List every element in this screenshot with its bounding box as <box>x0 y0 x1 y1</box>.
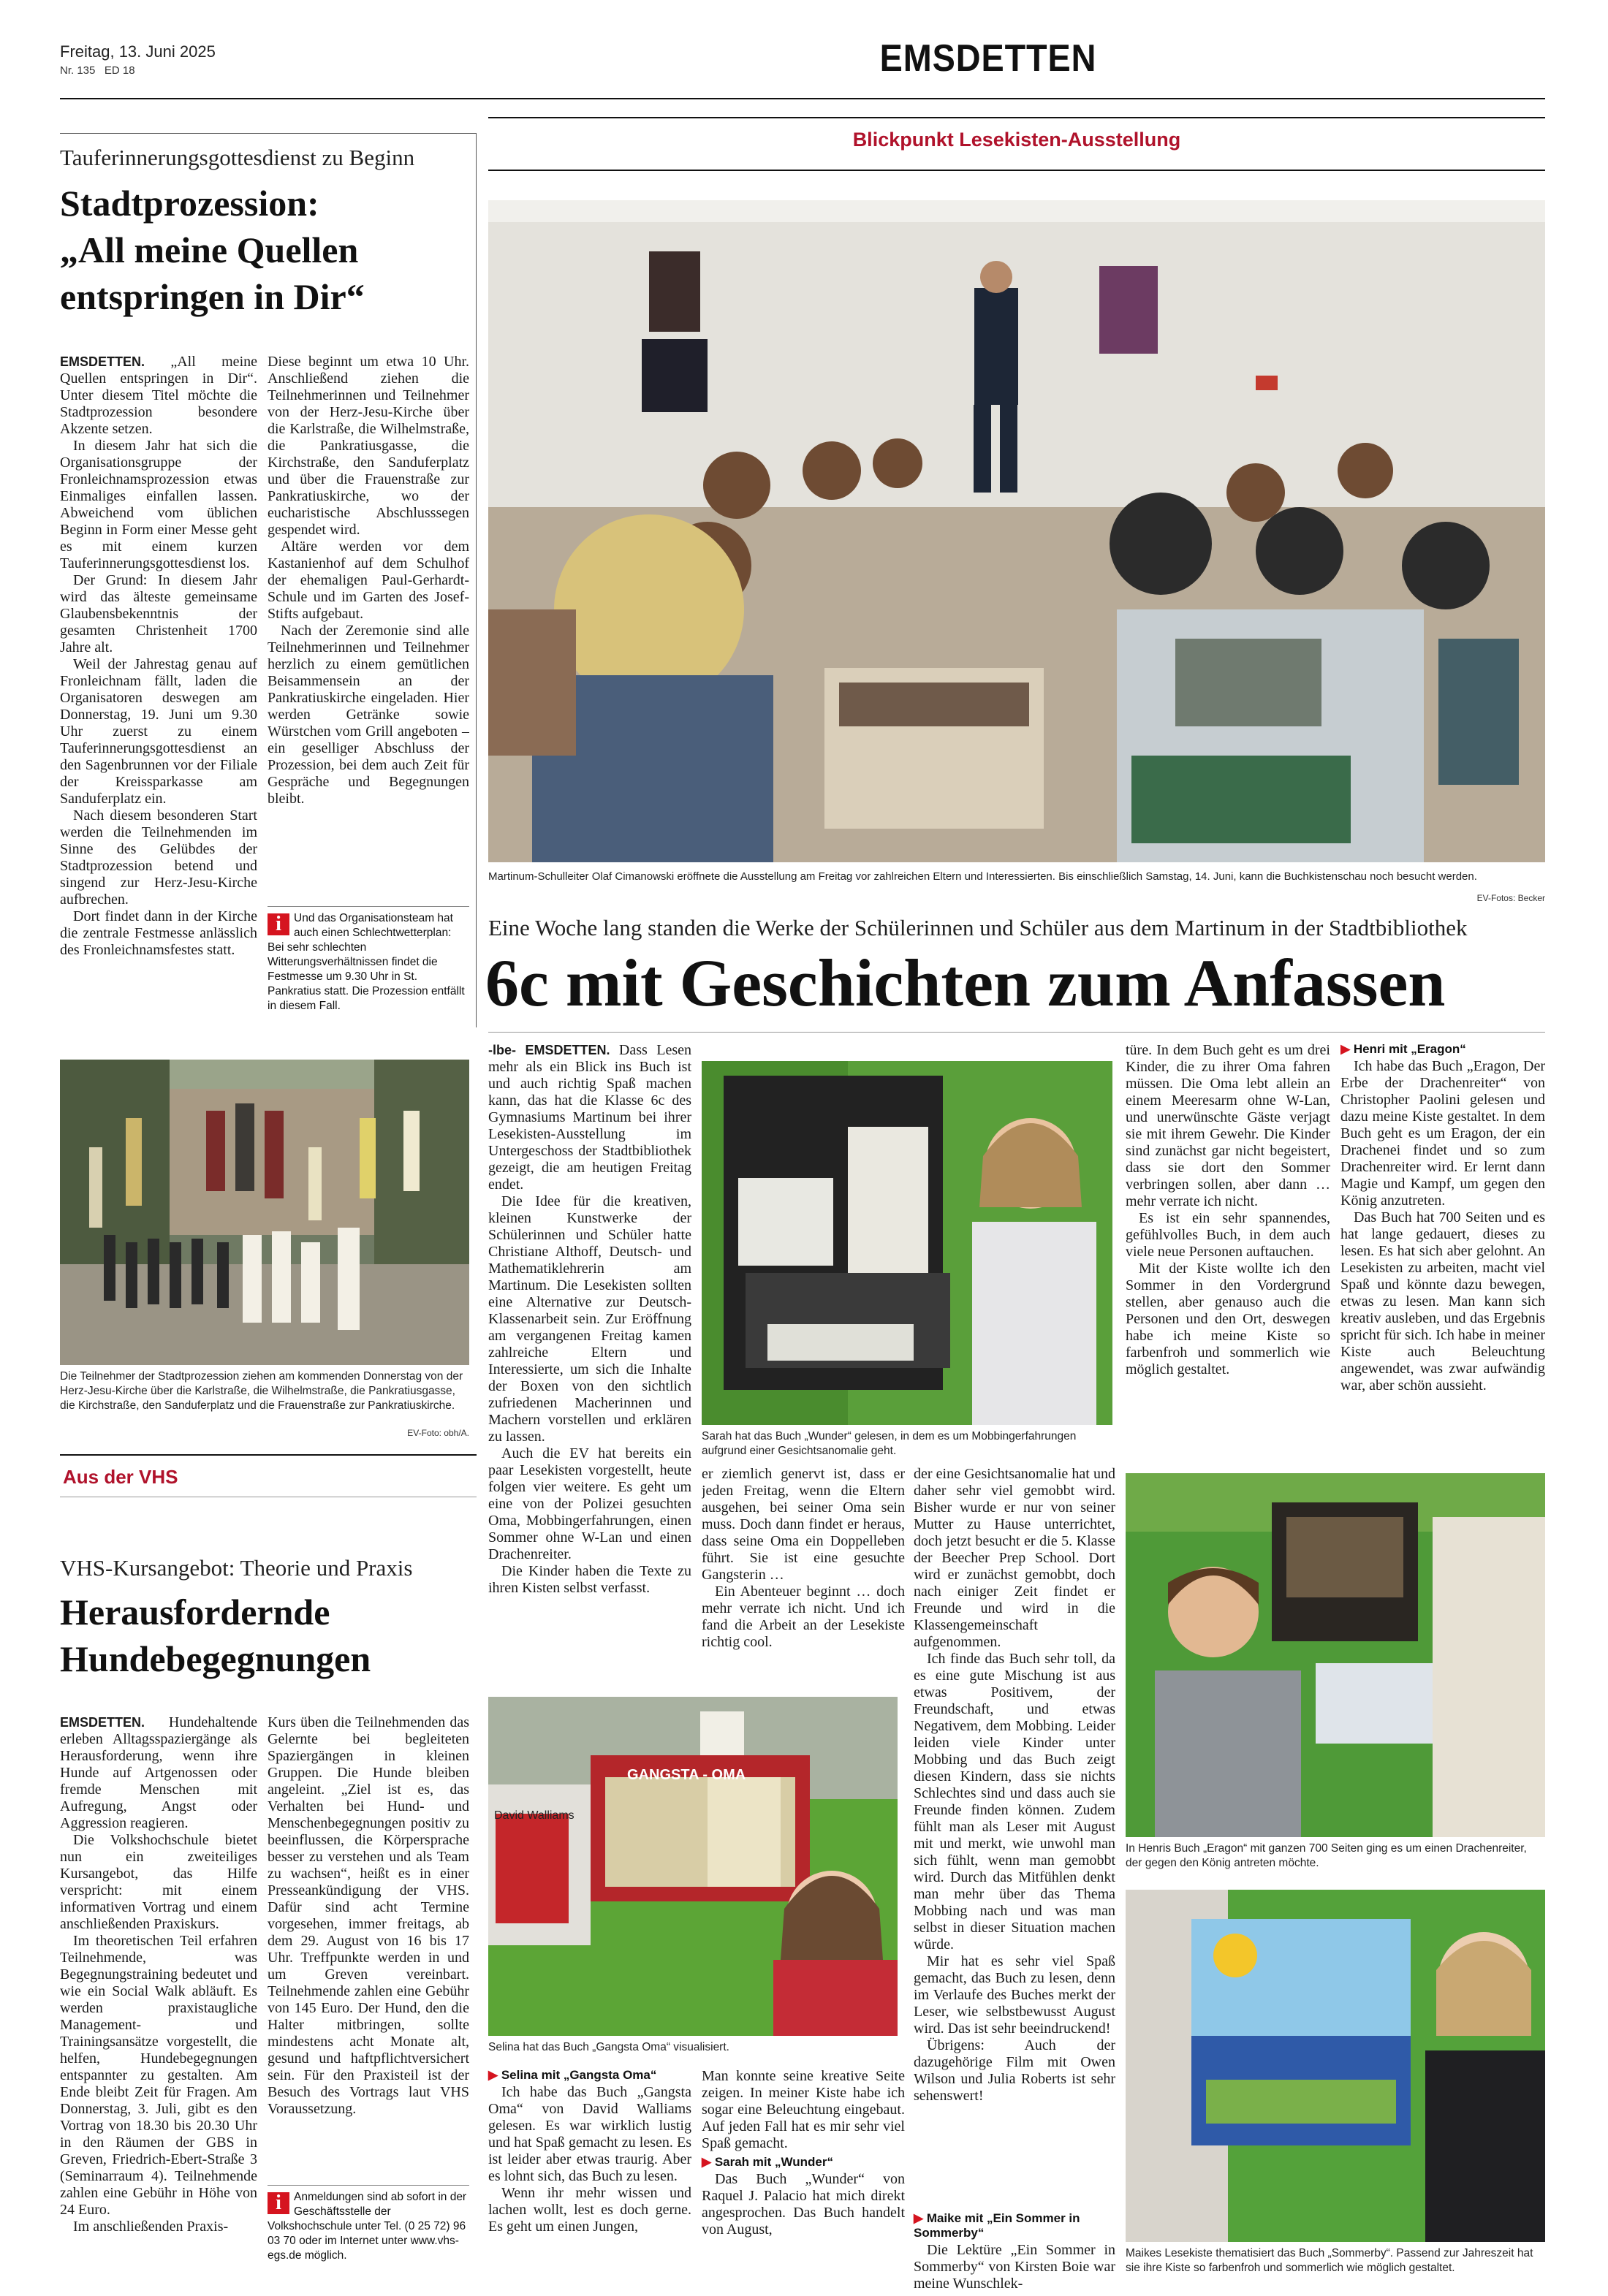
procession-caption: Die Teilnehmer der Stadtprozession ziehen am kommenden Donnerstag von der Herz-Jesu-Kirche über die Karlstraße, die Wilhelmstraße, die Pankratiusgasse, die Kirchstraße, den Sanduferplatz und die Frauenstraße zur Pankratiuskirche. <box>60 1370 463 1412</box>
paragraph: Hundehaltende erleben Alltagsspaziergänge als Herausforderung, wenn ihre Hunde auf Artgenossen oder fremde Menschen mit Aufregung, Angst oder Aggression reagieren. <box>60 1714 257 1831</box>
paragraph: Wenn ihr mehr wissen und lachen wollt, lest es doch gerne. Es geht um einen Jungen, <box>488 2185 691 2235</box>
paragraph: Kurs üben die Teilnehmenden das Gelernte bei begleiteten Spaziergängen in kleinen Gruppen. Die Hunde bleiben angeleint. „Ziel ist es, das Verhalten bei Hund- und Menschenbegegnungen positiv zu beeinflussen, die Körpersprache besser zu verstehen und als Team zu wachsen“, heißt es in einer Presseankündigung der VHS. Dafür sind acht Termine vorgesehen, immer freitags, ab dem 29. August von 16 bis 17 Uhr. Treffpunkte werden in und um Greven vereinbart. Teilnehmende zahlen eine Gebühr von 145 Euro. Der Hund, den die Halter mitbringen, sollte mindestens acht Monate alt, gesund und haftpflichtversichert sein. Für den Praxisteil ist der Besuch des Vortrags laut VHS Voraussetzung. <box>268 1714 469 2117</box>
subheading-selina <box>488 2068 691 2083</box>
paragraph: Mir hat es sehr viel Spaß gemacht, das Buch zu lesen, denn im Verlaufe des Buches merkt der Leser, wie selbstbewusst August wird. Das ist sehr beeindruckend! <box>914 1953 1115 2037</box>
paragraph: Ein Abenteuer beginnt … doch mehr verrate ich nicht. Und ich fand die Arbeit an der Lesekiste richtig cool. <box>702 1584 905 1650</box>
issue-number: Nr. 135 <box>60 64 96 77</box>
paragraph: Die Idee für die kreativen, kleinen Kunstwerke der Schülerinnen und Schüler hatte Christiane Althoff, Deutsch- und Mathematiklehrerin am Martinum. Die Lesekisten sollten eine Alternative zur Deutsch-Klassenarbeit sein. Zur Eröffnung am vergangenen Freitag kamen zahlreiche Eltern und Interessierte, um sich die Inhalte der Boxen von den sichtlich zufriedenen Macherinnen und Machern vorstellen und erklären zu lassen. <box>488 1193 691 1445</box>
paragraph: Das Buch „Wunder“ von Raquel J. Palacio hat mich direkt angesprochen. Das Buch handelt von August, <box>702 2171 905 2238</box>
paragraph: In diesem Jahr hat sich die Organisationsgruppe der Fronleichnamsprozession etwas Einmaliges einfallen lassen. Abweichend vom üblichen Beginn in Form einer Messe geht es mit einem kurzen Tauferinnerungsgottesdienst los. <box>60 438 257 571</box>
paragraph: Man konnte seine kreative Seite zeigen. In meiner Kiste habe ich sogar eine Beleuchtung eingebaut. Auf jeden Fall hat es mir sehr viel Spaß gemacht. <box>702 2068 905 2151</box>
paragraph: Nach der Zeremonie sind alle Teilnehmerinnen und Teilnehmer herzlich zu einem gemütlichen Beisammensein an der Pankratiuskirche eingeladen. Hier werden Getränke sowie Würstchen vom Grill angeboten – ein geselliger Abschluss der Prozession, bei dem auch Zeit für Gespräche und Begegnungen bleibt. <box>268 623 469 807</box>
paragraph: Im theoretischen Teil erfahren Teilnehmende, was Begegnungstraining bedeutet und wie ein Social Walk abläuft. Es werden praxistaugliche Management- und Trainingsansätze vorgestellt, die helfen, Hundebegegnungen entspannter zu gestalten. Am Ende bleibt Zeit für Fragen. Am Donnerstag, 3. Juli, gibt es den Vortrag von 18.30 bis 20.30 Uhr in den Räumen der GBS in Greven, Friedrich-Ebert-Straße 3 (Seminarraum 4). Teilnehmende zahlen eine Gebühr in Höhe von 24 Euro. <box>60 1933 257 2218</box>
subheading-text: Maike mit „Ein Sommer in Sommerby“ <box>914 2211 1080 2240</box>
maike-photo <box>1126 1890 1545 2242</box>
article1-title-line3: entspringen in Dir“ <box>60 276 365 317</box>
subheading-text: Henri mit „Eragon“ <box>1353 1042 1466 1056</box>
main-photo-caption: Martinum-Schulleiter Olaf Cimanowski eröffnete die Ausstellung am Freitag vor zahlreichen Eltern und Interessierten. Bis einschließlich Samstag, 14. Juni, kann die Buchkistenschau noch besucht werden. <box>488 870 1477 883</box>
info-text: Und das Organisationsteam hat auch einen Schlechtwetterplan: Bei sehr schlechten Witterungsverhältnissen findet die Festmesse um 9.30 Uhr in St. Pankratius statt. Die Prozession entfällt in diesem Fall. <box>268 912 465 1012</box>
header-rule <box>60 98 1545 99</box>
paragraph: Die Volkshochschule bietet nun ein zweiteiliges Kursangebot, das Hilfe verspricht: mit einem informativen Vortrag und einem anschließenden Praxiskurs. <box>60 1832 257 1932</box>
paragraph: Nach diesem besonderen Start werden die Teilnehmenden im Sinne des Gelübdes der Stadtprozession betend und singend zur Herz-Jesu-Kirche aufbrechen. <box>60 807 257 908</box>
selina-col-b <box>702 2068 905 2238</box>
paragraph: Das Buch hat 700 Seiten und es hat lange gedauert, dieses zu lesen. Es hat sich aber gelohnt. An Lesekisten zu arbeiten, macht viel Spaß und könnte dazu bewegen, etwas zu lesen. Man kann sich kreativ ausleben, und das Ergebnis spricht für sich. Ich habe in meiner Kiste auch Beleuchtung angewendet, was zwar aufwändig war, aber schön aussieht. <box>1340 1209 1545 1394</box>
vhs-title-line2: Hundebegegnungen <box>60 1638 371 1679</box>
triangle-icon: ▶ <box>702 2155 712 2169</box>
section-title: EMSDETTEN <box>879 37 1097 80</box>
paragraph: Weil der Jahrestag genau auf Fronleichnam fällt, laden die Organisatoren deswegen am Donnerstag, 19. Juni um 9.30 Uhr zuerst zu einem Tauferinnerungsgottesdienst an den Sagenbrunnen vor der Filiale der Kreissparkasse am Sanduferplatz ein. <box>60 656 257 807</box>
gangsta-label: GANGSTA - OMA <box>627 1767 746 1783</box>
header-date: Freitag, 13. Juni 2025 <box>60 42 216 61</box>
info-box-weather <box>268 906 469 1030</box>
paragraph: Auch die EV hat bereits ein paar Lesekisten vorgestellt, heute folgen vier weitere. Es geht um eine von der Polizei gesuchten Oma, Mobbingerfahrungen, einen Sommer ohne W-Lan und einen Drachenreiter. <box>488 1445 691 1562</box>
main-col3b <box>914 2208 1115 2292</box>
right-rubric-rule <box>488 170 1545 171</box>
article1-headline <box>60 180 365 320</box>
vhs-title-line1: Herausfordernde <box>60 1592 330 1632</box>
paragraph: türe. In dem Buch geht es um drei Kinder, die zu ihrer Oma fahren müssen. Die Oma lebt allein an einem Meeresarm ohne W-Lan, und unerwünschte Gäste verjagt sie mit ihrem Gewehr. Die Kinder sind zunächst gar nicht begeistert, dass sie dort den Sommer verbringen sollen, aber dann … mehr verrate ich nicht. <box>1126 1042 1330 1209</box>
paragraph: Übrigens: Auch der dazugehörige Film mit Owen Wilson und Julia Roberts ist sehr sehenswert! <box>914 2037 1115 2104</box>
subheading-sarah <box>702 2155 905 2170</box>
paragraph: Die Kinder haben die Texte zu ihren Kisten selbst verfasst. <box>488 1563 691 1596</box>
info-text: Anmeldungen sind ab sofort in der Geschäftsstelle der Volkshochschule unter Tel. (0 25 72) 96 03 70 oder im Internet unter www.vhs-egs.de möglich. <box>268 2191 467 2262</box>
main-col4 <box>1126 1042 1330 1466</box>
vhs-headline <box>60 1589 371 1682</box>
main-col2 <box>702 1466 905 1692</box>
dateline: EMSDETTEN. <box>60 1715 145 1730</box>
paragraph: Mit der Kiste wollte ich den Sommer in den Vordergrund stellen, aber genauso auch die Personen und den Ort, deswegen habe ich meine Kiste so farbenfroh und sommerlich wie möglich gestaltet. <box>1126 1261 1330 1377</box>
article1-col2 <box>268 354 469 909</box>
main-col1 <box>488 1042 691 1685</box>
main-photo-exhibition <box>488 200 1545 862</box>
walliams-label: David Walliams <box>494 1809 574 1822</box>
paragraph: Im anschließenden Praxis- <box>73 2219 229 2235</box>
main-col5 <box>1340 1039 1545 1470</box>
paragraph: Ich habe das Buch „Eragon, Der Erbe der Drachenreiter“ von Christopher Paolini gelesen und dazu meine Kiste gestaltet. In dem Buch geht es um Eragon, der ein Drachenei findet und so zum Drachenreiter wird. Er lernt dann Magie und Kampf, um gegen den König anzutreten. <box>1340 1058 1545 1209</box>
triangle-icon: ▶ <box>914 2211 924 2225</box>
paragraph: Dass Lesen mehr als ein Blick ins Buch ist und auch richtig Spaß machen kann, das hat die Klasse 6c des Gymnasiums Martinum bei ihrer Lesekisten-Ausstellung im Untergeschoss der Stadtbibliothek gezeigt, die am heutigen Freitag endet. <box>488 1042 691 1193</box>
paragraph: Dort findet dann in der Kirche die zentrale Festmesse anlässlich des Fronleichnamsfestes statt. <box>60 908 257 958</box>
vhs-rubric: Aus der VHS <box>63 1466 178 1488</box>
dateline: -lbe- EMSDETTEN. <box>488 1043 610 1057</box>
procession-credit: EV-Foto: obh/A. <box>407 1428 469 1438</box>
main-col3 <box>914 1466 1115 2208</box>
subheading-text: Sarah mit „Wunder“ <box>714 2155 833 2169</box>
vhs-kicker: VHS-Kursangebot: Theorie und Praxis <box>60 1555 413 1581</box>
info-box-registration <box>268 2185 469 2287</box>
main-headline: 6c mit Geschichten zum Anfassen <box>485 946 1446 1020</box>
edition-code: ED 18 <box>104 64 135 77</box>
right-rubric: Blickpunkt Lesekisten-Ausstellung <box>852 129 1181 151</box>
selina-caption: Selina hat das Buch „Gangsta Oma“ visualisiert. <box>488 2041 729 2053</box>
article1-col1 <box>60 354 257 1026</box>
paragraph: „All meine Quellen entspringen in Dir“. Unter diesem Titel möchte die Stadtprozession besondere Akzente setzen. <box>60 354 257 437</box>
article1-title-line2: „All meine Quellen <box>60 229 359 270</box>
vhs-col1 <box>60 1714 257 2284</box>
triangle-icon: ▶ <box>1340 1042 1351 1056</box>
article1-kicker: Tauferinnerungsgottesdienst zu Beginn <box>60 145 415 170</box>
maike-caption: Maikes Lesekiste thematisiert das Buch „Sommerby“. Passend zur Jahreszeit hat sie ihre Kiste so farbenfroh und sommerlich wie möglich gestaltet. <box>1126 2247 1533 2274</box>
main-photo-credit: EV-Fotos: Becker <box>1476 893 1545 903</box>
paragraph: der eine Gesichtsanomalie hat und daher sehr viel gemobbt wird. Bisher wurde er nur von seiner Mutter zu Hause unterrichtet, doch jetzt besucht er die 5. Klasse der Beecher Prep School. Dort wird er zunächst gemobbt, doch nach einiger Zeit findet er Freunde und wird in die Klassengemeinschaft aufgenommen. <box>914 1466 1115 1650</box>
vhs-col2 <box>268 1714 469 2182</box>
henri-photo <box>1126 1473 1545 1837</box>
sarah-photo <box>702 1061 1112 1425</box>
henri-caption: In Henris Buch „Eragon“ mit ganzen 700 Seiten ging es um einen Drachenreiter, der gegen den König antreten möchte. <box>1126 1842 1527 1869</box>
selina-photo <box>488 1697 898 2036</box>
subheading-text: Selina mit „Gangsta Oma“ <box>501 2068 657 2082</box>
info-icon: i <box>268 913 289 935</box>
triangle-icon: ▶ <box>488 2068 498 2082</box>
paragraph: Die Lektüre „Ein Sommer in Sommerby“ von Kirsten Boie war meine Wunschlek- <box>914 2242 1115 2292</box>
vhs-rule <box>60 1454 477 1456</box>
paragraph: Altäre werden vor dem Kastanienhof auf dem Schulhof der ehemaligen Paul-Gerhardt-Schule und im Garten des Josef-Stifts aufgebaut. <box>268 539 469 622</box>
paragraph: Der Grund: In diesem Jahr wird das älteste gemeinsame Glaubensbekenntnis der gesamten Christenheit 1700 Jahre alt. <box>60 572 257 655</box>
procession-photo <box>60 1060 469 1365</box>
article1-title-line1: Stadtprozession: <box>60 183 319 224</box>
info-icon: i <box>268 2192 289 2214</box>
headline-rule <box>488 1032 1545 1033</box>
paragraph: Es ist ein sehr spannendes, gefühlvolles Buch, in dem auch viele neue Personen auftauchen. <box>1126 1210 1330 1260</box>
right-top-rule <box>488 117 1545 118</box>
dateline: EMSDETTEN. <box>60 354 145 369</box>
paragraph: Diese beginnt um etwa 10 Uhr. Anschließend ziehen die Teilnehmerinnen und Teilnehmer von der Herz-Jesu-Kirche über die Karlstraße, die Wilhelmstraße, die Pankratiusgasse, die Kirchstraße, den Sanduferplatz und über die Frauenstraße zur Pankratiuskirche, wo der eucharistische Abschlusssegen gespendet wird. <box>268 354 469 538</box>
sarah-caption: Sarah hat das Buch „Wunder“ gelesen, in dem es um Mobbingerfahrungen aufgrund einer Gesichtsanomalie geht. <box>702 1430 1077 1457</box>
subheading-maike <box>914 2211 1115 2240</box>
paragraph: Ich finde das Buch sehr toll, da es eine gute Mischung ist aus etwas Positivem, der Freundschaft, und etwas Negativem, dem Mobbing. Leider leiden viele Kinder unter Mobbing und das Buch zeigt diesen Kindern, dass sie nichts Schlechtes sind und dass auch sie Freunde finden können. Zudem fühlt man als Leser mit August mit und merkt, wie unwohl man sich fühlt, wenn man gemobbt wird. Durch das Mitfühlen denkt man mehr über das Thema Mobbing nach und was man selbst in dieser Situation machen würde. <box>914 1651 1115 1953</box>
paragraph: er ziemlich genervt ist, dass er jeden Freitag, wenn die Eltern ausgehen, bei seiner Oma sein muss. Doch dann findet er heraus, dass seine Oma ein Doppelleben führt. Sie ist eine gesuchte Gangsterin … <box>702 1466 905 1583</box>
subheading-henri <box>1340 1042 1545 1057</box>
paragraph: Ich habe das Buch „Gangsta Oma“ von David Walliams gelesen. Es war wirklich lustig und hat Spaß gemacht zu lesen. Es ist leider aber etwas traurig. Aber es lohnt sich, das Buch zu lesen. <box>488 2084 691 2184</box>
selina-col-a <box>488 2065 691 2235</box>
main-kicker: Eine Woche lang standen die Werke der Schülerinnen und Schüler aus dem Martinum in der Stadtbibliothek <box>488 915 1468 940</box>
